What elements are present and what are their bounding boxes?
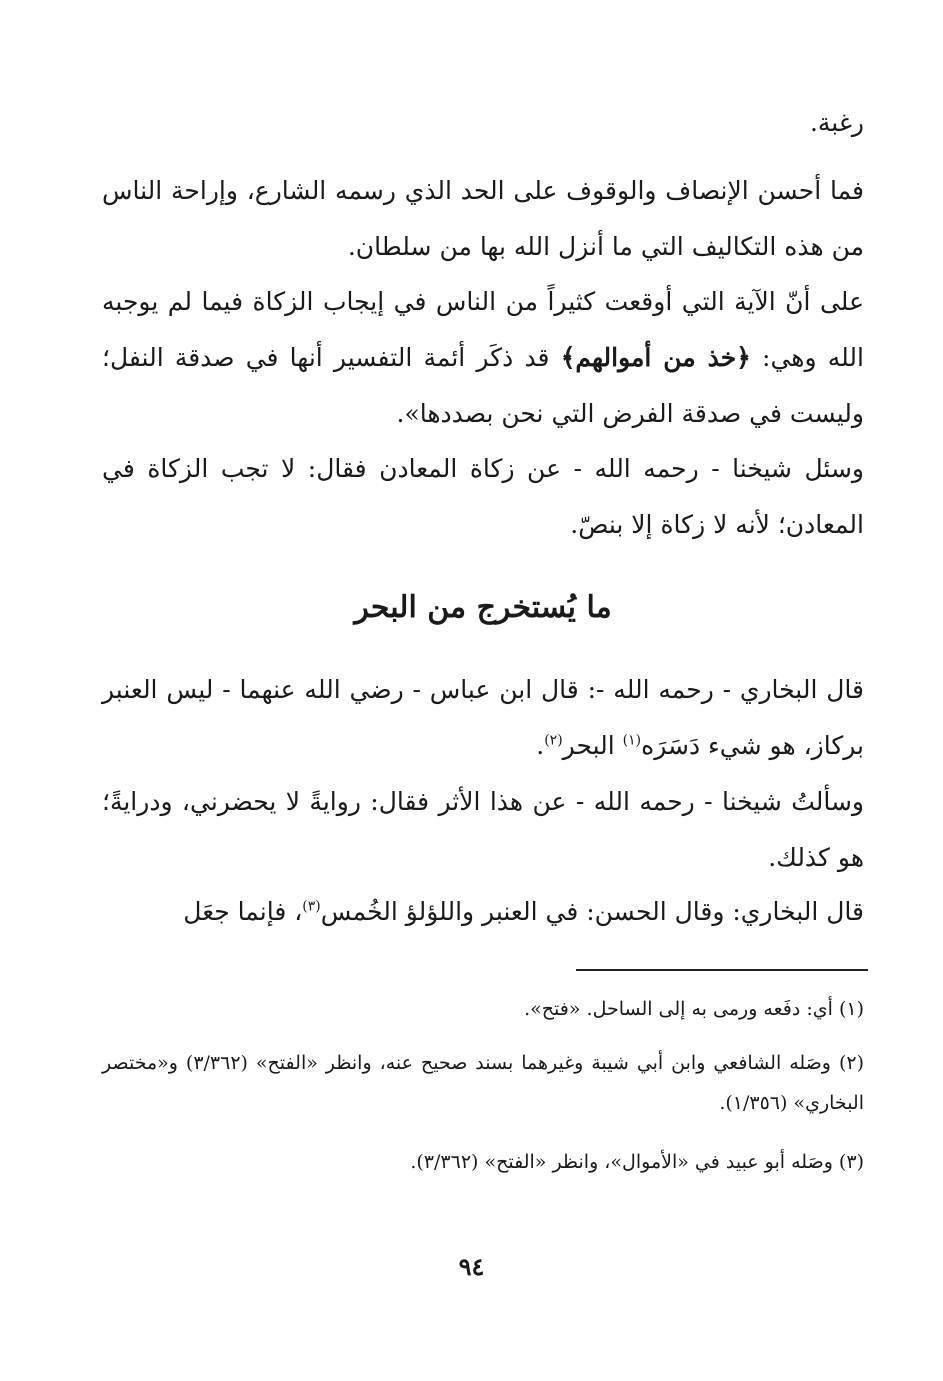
- paragraph-2: فما أحسن الإنصاف والوقوف على الحد الذي رسمه الشارع، وإراحة الناس من هذه التكاليف التي ما أنزل الله بها من سلطان.: [102, 176, 864, 261]
- section-paragraph-1-text-a: قال البخاري - رحمه الله -: قال ابن عباس - رضي الله عنهما - ليس العنبر بركاز، هو شيء دَسَرَه: [102, 675, 864, 760]
- quran-quote: ﴿خذ من أموالهم﴾: [560, 343, 751, 372]
- page-number: ٩٤: [458, 1252, 485, 1281]
- section-paragraph-1-text-c: .: [536, 731, 545, 760]
- footnote-divider: [576, 969, 868, 971]
- paragraph-3-before: على أنّ الآية التي أوقعت كثيراً من الناس في إيجاب الزكاة فيما لم يوجبه الله وهي:: [102, 287, 864, 372]
- paragraph-1: رغبة.: [809, 108, 864, 137]
- section-paragraph-2: وسألتُ شيخنا - رحمه الله - عن هذا الأثر فقال: روايةً لا يحضرني، ودرايةً؛ هو كذلك.: [102, 787, 864, 872]
- section-paragraph-1: [102, 662, 864, 774]
- footnote-1: (١) أي: دفَعه ورمى به إلى الساحل. «فتح».: [524, 998, 864, 1020]
- paragraph-3: [102, 274, 864, 442]
- footnote-2: (٢) وصَله الشافعي وابن أبي شيبة وغيرهما بسند صحيح عنه، وانظر «الفتح» (٣/٣٦٢) و«مختصر البخاري» (١/٣٥٦).: [102, 1052, 864, 1114]
- paragraph-4: وسئل شيخنا - رحمه الله - عن زكاة المعادن فقال: لا تجب الزكاة في المعادن؛ لأنه لا زكاة إلا بنصّ.: [102, 454, 864, 539]
- section-paragraph-3: [102, 884, 864, 940]
- footnote-ref-1: (١): [622, 732, 642, 749]
- section-paragraph-3-text-a: قال البخاري: وقال الحسن: في العنبر واللؤلؤ الخُمس: [320, 897, 864, 926]
- section-paragraph-1-text-b: البحر: [562, 731, 623, 760]
- footnote-3: (٣) وصَله أبو عبيد في «الأموال»، وانظر «الفتح» (٣/٣٦٢).: [410, 1151, 864, 1173]
- section-heading: ما يُستخرج من البحر: [354, 590, 612, 625]
- paragraph-3-after: قد ذكَر أئمة التفسير أنها في صدقة النفل؛ وليست في صدقة الفرض التي نحن بصددها».: [102, 343, 864, 428]
- footnote-ref-2: (٢): [544, 732, 563, 749]
- section-paragraph-3-text-b: ، فإنما جعَل: [183, 897, 303, 926]
- footnote-ref-3: (٣): [302, 898, 321, 915]
